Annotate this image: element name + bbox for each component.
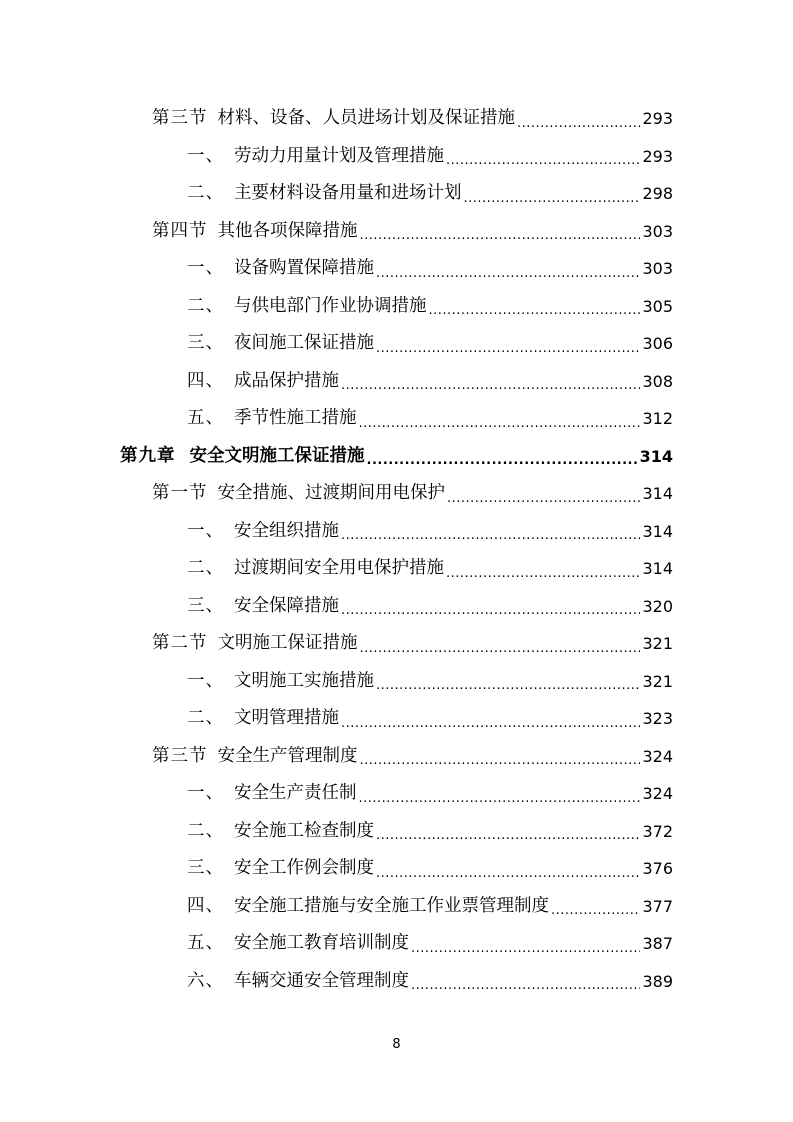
toc-entry-title: 安全施工检查制度 <box>234 820 374 841</box>
toc-entry-title: 安全文明施工保证措施 <box>189 445 365 466</box>
toc-entry-section[interactable] <box>0 625 793 663</box>
toc-entry-title: 设备购置保障措施 <box>234 258 374 278</box>
toc-dot-leader <box>367 438 638 476</box>
toc-entry-title: 安全施工措施与安全施工作业票管理制度 <box>234 895 549 916</box>
toc-dot-leader <box>446 138 640 176</box>
toc-dot-leader <box>376 250 640 288</box>
toc-entry-number: 一、 <box>187 783 224 803</box>
toc-entry-page: 314 <box>642 484 673 503</box>
toc-entry-item[interactable] <box>0 513 793 551</box>
toc-entry-item[interactable] <box>0 175 793 213</box>
toc-entry-number: 第一节 <box>152 483 208 503</box>
toc-entry-title: 文明施工实施措施 <box>234 670 374 691</box>
toc-entry-page: 372 <box>642 821 673 841</box>
toc-dot-leader <box>341 588 640 626</box>
toc-entry-number: 第二节 <box>152 633 208 653</box>
toc-entry-label <box>187 250 374 288</box>
toc-entry-label <box>187 963 409 1001</box>
toc-entry-title: 季节性施工措施 <box>234 408 357 428</box>
toc-dot-leader <box>429 288 641 326</box>
toc-entry-label <box>187 850 374 888</box>
toc-entry-label <box>187 288 427 326</box>
toc-entry-page: 320 <box>642 596 673 616</box>
toc-entry-label <box>152 213 358 251</box>
toc-entry-label <box>187 138 444 176</box>
toc-entry-label <box>187 363 339 401</box>
toc-entry-title: 安全生产管理制度 <box>217 745 358 766</box>
toc-entry-number: 一、 <box>187 670 224 691</box>
toc-entry-title: 材料、设备、人员进场计划及保证措施 <box>217 108 515 128</box>
toc-entry-title: 安全工作例会制度 <box>234 858 374 878</box>
toc-entry-title: 文明施工保证措施 <box>217 633 358 653</box>
toc-entry-page: 312 <box>642 409 673 428</box>
toc-dot-leader <box>360 213 641 251</box>
toc-entry-number: 一、 <box>187 520 224 541</box>
table-of-contents <box>0 100 793 1000</box>
toc-entry-title: 车辆交通安全管理制度 <box>234 970 409 991</box>
toc-entry-number: 二、 <box>187 558 224 578</box>
toc-entry-label <box>152 100 515 138</box>
toc-entry-label <box>187 400 357 438</box>
toc-entry-page: 298 <box>642 184 673 203</box>
toc-entry-page: 293 <box>642 109 673 128</box>
toc-entry-label <box>152 738 358 776</box>
page-number: 8 <box>392 1037 401 1052</box>
toc-entry-title: 安全措施、过渡期间用电保护 <box>217 483 445 503</box>
toc-entry-page: 314 <box>642 521 673 541</box>
toc-entry-item[interactable] <box>0 663 793 701</box>
toc-dot-leader <box>359 775 641 813</box>
toc-entry-page: 321 <box>642 634 673 653</box>
toc-dot-leader <box>360 738 641 776</box>
toc-entry-number: 二、 <box>187 183 224 203</box>
toc-entry-number: 三、 <box>187 333 224 353</box>
toc-entry-item[interactable] <box>0 288 793 326</box>
toc-entry-page: 306 <box>642 334 673 353</box>
toc-entry-title: 成品保护措施 <box>234 370 339 391</box>
toc-dot-leader <box>341 513 640 551</box>
toc-entry-label <box>187 513 339 551</box>
toc-entry-title: 劳动力用量计划及管理措施 <box>234 145 444 166</box>
toc-entry-number: 五、 <box>187 933 224 953</box>
toc-entry-number: 二、 <box>187 708 224 728</box>
toc-entry-title: 安全保障措施 <box>234 595 339 616</box>
toc-entry-title: 与供电部门作业协调措施 <box>234 295 427 316</box>
toc-entry-label <box>152 625 358 663</box>
toc-dot-leader <box>359 400 641 438</box>
toc-entry-number: 五、 <box>187 408 224 428</box>
toc-dot-leader <box>376 663 640 701</box>
toc-entry-item[interactable] <box>0 888 793 926</box>
toc-entry-page: 293 <box>642 146 673 166</box>
toc-entry-item[interactable] <box>0 550 793 588</box>
toc-dot-leader <box>376 813 640 851</box>
toc-dot-leader <box>360 625 641 663</box>
toc-entry-number: 第三节 <box>152 108 208 128</box>
toc-entry-number: 一、 <box>187 258 224 278</box>
toc-entry-number: 第三节 <box>152 745 208 766</box>
toc-entry-item[interactable] <box>0 850 793 888</box>
toc-entry-label <box>187 663 374 701</box>
toc-entry-item[interactable] <box>0 138 793 176</box>
toc-entry-title: 安全生产责任制 <box>234 783 357 803</box>
toc-entry-label <box>187 325 374 363</box>
toc-entry-number: 四、 <box>187 895 224 916</box>
toc-dot-leader <box>517 100 640 138</box>
toc-entry-number: 四、 <box>187 370 224 391</box>
toc-entry-page: 303 <box>642 221 673 241</box>
toc-entry-page: 377 <box>642 896 673 916</box>
toc-entry-label <box>187 925 409 963</box>
toc-entry-item[interactable] <box>0 588 793 626</box>
toc-entry-number: 三、 <box>187 858 224 878</box>
toc-entry-page: 308 <box>642 371 673 391</box>
toc-entry-title: 过渡期间安全用电保护措施 <box>234 558 444 578</box>
toc-dot-leader <box>376 850 640 888</box>
toc-entry-page: 389 <box>642 971 673 991</box>
toc-entry-label <box>187 700 339 738</box>
toc-entry-section[interactable] <box>0 738 793 776</box>
toc-entry-section[interactable] <box>0 213 793 251</box>
toc-entry-page: 387 <box>642 934 673 953</box>
toc-entry-item[interactable] <box>0 775 793 813</box>
toc-entry-page: 323 <box>642 709 673 728</box>
toc-entry-item[interactable] <box>0 963 793 1001</box>
toc-entry-number: 第九章 <box>120 445 176 466</box>
toc-entry-label <box>152 475 445 513</box>
toc-entry-number: 二、 <box>187 820 224 841</box>
toc-entry-page: 305 <box>642 296 673 316</box>
toc-entry-page: 314 <box>639 446 673 466</box>
toc-entry-title: 主要材料设备用量和进场计划 <box>234 183 462 203</box>
toc-entry-section[interactable] <box>0 475 793 513</box>
toc-entry-number: 三、 <box>187 595 224 616</box>
toc-entry-item[interactable] <box>0 400 793 438</box>
toc-entry-label <box>187 588 339 626</box>
toc-entry-item[interactable] <box>0 325 793 363</box>
toc-entry-title: 夜间施工保证措施 <box>234 333 374 353</box>
toc-entry-title: 其他各项保障措施 <box>217 220 358 241</box>
toc-dot-leader <box>464 175 641 213</box>
toc-entry-label <box>187 175 462 213</box>
toc-entry-number: 一、 <box>187 145 224 166</box>
toc-entry-page: 314 <box>642 559 673 578</box>
toc-entry-page: 376 <box>642 859 673 878</box>
toc-dot-leader <box>341 700 640 738</box>
toc-dot-leader <box>376 325 640 363</box>
toc-entry-item[interactable] <box>0 250 793 288</box>
toc-entry-section[interactable] <box>0 100 793 138</box>
toc-entry-label <box>187 775 357 813</box>
toc-entry-title: 安全组织措施 <box>234 520 339 541</box>
toc-dot-leader <box>341 363 640 401</box>
toc-entry-label <box>187 813 374 851</box>
toc-entry-number: 第四节 <box>152 220 208 241</box>
toc-entry-label <box>187 550 444 588</box>
toc-entry-page: 321 <box>642 671 673 691</box>
toc-entry-label <box>120 438 365 476</box>
toc-entry-label <box>187 888 549 926</box>
toc-entry-number: 六、 <box>187 970 224 991</box>
toc-dot-leader <box>446 550 640 588</box>
toc-entry-title: 安全施工教育培训制度 <box>234 933 409 953</box>
toc-entry-item[interactable] <box>0 925 793 963</box>
toc-entry-number: 二、 <box>187 295 224 316</box>
toc-entry-page: 324 <box>642 746 673 766</box>
toc-dot-leader <box>551 888 640 926</box>
toc-entry-item[interactable] <box>0 363 793 401</box>
toc-entry-page: 324 <box>642 784 673 803</box>
toc-entry-chapter[interactable] <box>0 438 793 476</box>
toc-entry-item[interactable] <box>0 700 793 738</box>
toc-entry-page: 303 <box>642 259 673 278</box>
toc-dot-leader <box>447 475 640 513</box>
toc-entry-title: 文明管理措施 <box>234 708 339 728</box>
toc-dot-leader <box>411 925 640 963</box>
toc-dot-leader <box>411 963 640 1001</box>
toc-entry-item[interactable] <box>0 813 793 851</box>
